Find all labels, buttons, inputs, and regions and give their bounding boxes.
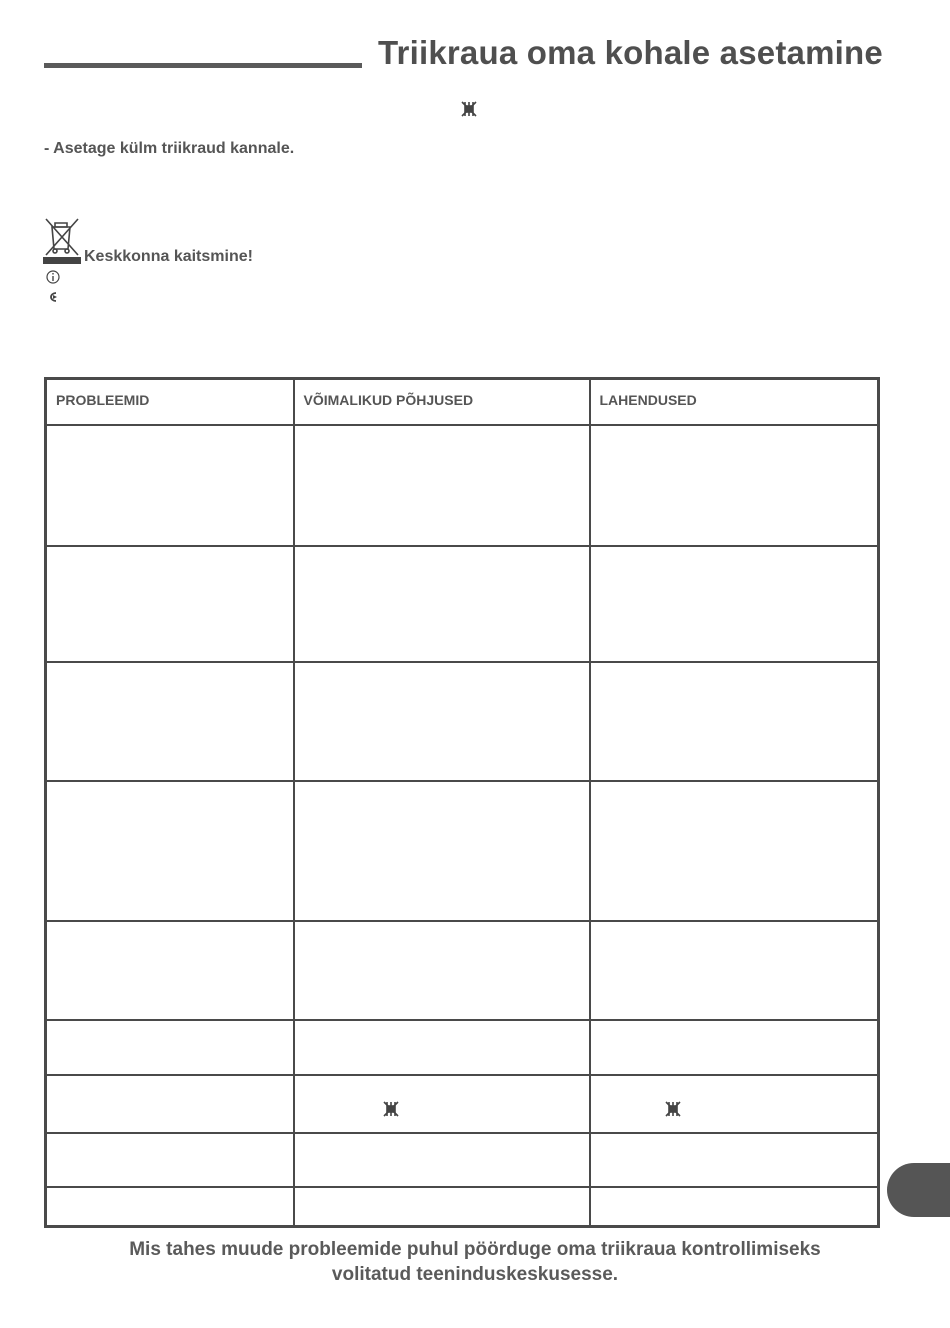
footer-line: Mis tahes muude probleemide puhul pöörduge oma triikraua kontrollimiseks [129, 1239, 821, 1260]
table-cell [46, 1187, 294, 1227]
table-cell [590, 1020, 879, 1075]
environment-heading: Keskkonna kaitsmine! [84, 248, 253, 265]
footer-line: volitatud teeninduskeskusesse. [331, 1264, 619, 1285]
table-cell [590, 781, 879, 921]
table-cell [46, 662, 294, 781]
table-cell [590, 1187, 879, 1227]
table-cell [294, 662, 590, 781]
table-cell [46, 921, 294, 1020]
column-header-problems: PROBLEEMID [46, 379, 294, 425]
table-header-row [46, 379, 879, 425]
table-cell [46, 425, 294, 546]
table-cell [294, 546, 590, 662]
table-cell [590, 425, 879, 546]
steam-off-icon [381, 1099, 401, 1119]
table-cell [46, 1075, 294, 1133]
table-cell [294, 921, 590, 1020]
column-header-causes: VÕIMALIKUD PÕHJUSED [294, 379, 590, 425]
table-cell [294, 1133, 590, 1187]
footer-note [0, 1237, 950, 1287]
column-header-solutions: LAHENDUSED [590, 379, 879, 425]
arrow-icon [46, 290, 60, 304]
table-row [46, 1133, 879, 1187]
table-cell [46, 1133, 294, 1187]
table-cell [590, 546, 879, 662]
info-icon [46, 270, 60, 284]
table-cell [46, 1020, 294, 1075]
table-cell [46, 546, 294, 662]
table-row [46, 781, 879, 921]
table-cell [294, 425, 590, 546]
table-cell [294, 1075, 590, 1133]
table-row [46, 1020, 879, 1075]
title-rule [44, 63, 362, 68]
table-row [46, 425, 879, 546]
table-cell [294, 1187, 590, 1227]
table-cell [294, 781, 590, 921]
table-cell [46, 781, 294, 921]
table-row [46, 921, 879, 1020]
table-cell [590, 921, 879, 1020]
instruction-step: - Asetage külm triikraud kannale. [44, 140, 295, 157]
steam-off-icon [663, 1099, 683, 1119]
table-cell [294, 1020, 590, 1075]
troubleshooting-table [44, 377, 880, 1228]
crossed-out-bin-icon [43, 217, 81, 265]
table-row [46, 546, 879, 662]
page-title: Triikraua oma kohale asetamine [378, 34, 883, 71]
page-tab-marker [887, 1163, 950, 1217]
table-cell [590, 1075, 879, 1133]
table-row [46, 662, 879, 781]
table-cell [590, 1133, 879, 1187]
table-cell [590, 662, 879, 781]
table-row [46, 1187, 879, 1227]
table-row [46, 1075, 879, 1133]
steam-off-icon [459, 99, 479, 119]
